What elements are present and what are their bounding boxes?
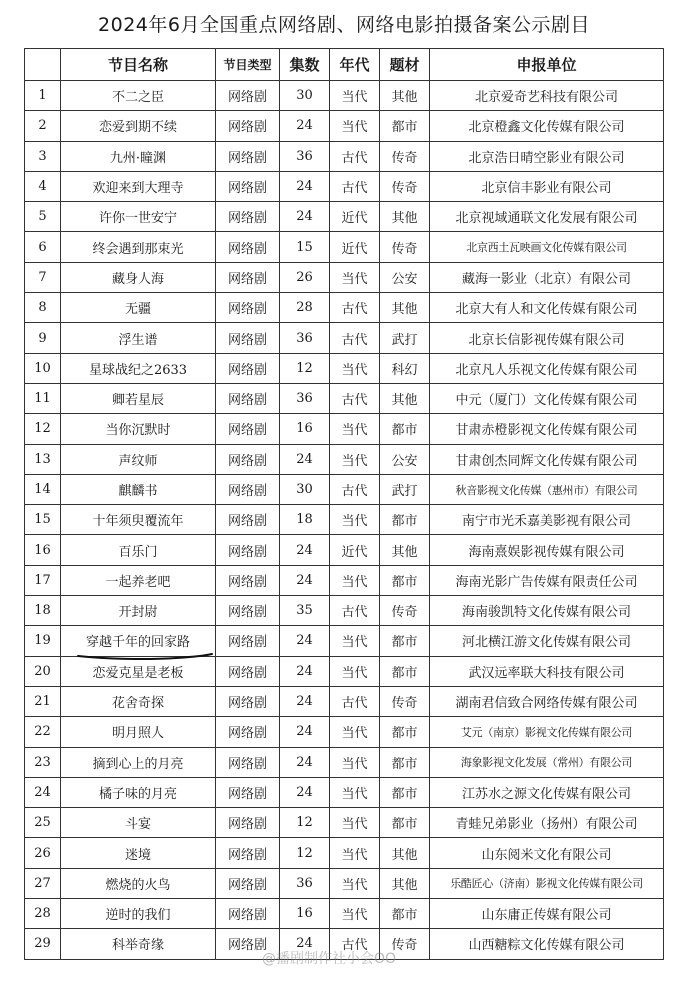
cell-name: 穿越千年的回家路	[61, 626, 216, 656]
cell-episodes: 36	[280, 383, 330, 413]
cell-no: 13	[25, 444, 61, 474]
header-era: 年代	[330, 49, 380, 81]
cell-no: 18	[25, 596, 61, 626]
cell-type: 网络剧	[216, 232, 280, 262]
cell-type: 网络剧	[216, 111, 280, 141]
cell-unit: 甘肃赤橙影视文化传媒有限公司	[430, 414, 664, 444]
drama-table	[24, 48, 664, 960]
cell-name: 星球战纪之2633	[61, 353, 216, 383]
cell-type: 网络剧	[216, 565, 280, 595]
table-row	[25, 444, 664, 474]
cell-theme: 传奇	[380, 141, 430, 171]
cell-unit: 甘肃创杰同辉文化传媒有限公司	[430, 444, 664, 474]
cell-theme: 都市	[380, 505, 430, 535]
cell-theme: 都市	[380, 565, 430, 595]
cell-theme: 都市	[380, 414, 430, 444]
cell-type: 网络剧	[216, 444, 280, 474]
cell-name: 十年须臾覆流年	[61, 505, 216, 535]
cell-episodes: 24	[280, 686, 330, 716]
cell-unit: 海南光影广告传媒有限责任公司	[430, 565, 664, 595]
header-unit: 申报单位	[430, 49, 664, 81]
table-row	[25, 81, 664, 111]
cell-era: 古代	[330, 383, 380, 413]
cell-unit: 河北横江游文化传媒有限公司	[430, 626, 664, 656]
cell-episodes: 36	[280, 323, 330, 353]
cell-episodes: 24	[280, 626, 330, 656]
header-episodes: 集数	[280, 49, 330, 81]
cell-type: 网络剧	[216, 838, 280, 868]
cell-unit: 海南熹娱影视传媒有限公司	[430, 535, 664, 565]
cell-era: 近代	[330, 535, 380, 565]
cell-era: 古代	[330, 686, 380, 716]
cell-name: 麒麟书	[61, 474, 216, 504]
cell-name: 浮生谱	[61, 323, 216, 353]
cell-no: 2	[25, 111, 61, 141]
cell-unit: 北京大有人和文化传媒有限公司	[430, 293, 664, 323]
cell-type: 网络剧	[216, 383, 280, 413]
cell-episodes: 24	[280, 929, 330, 959]
cell-no: 20	[25, 656, 61, 686]
cell-type: 网络剧	[216, 474, 280, 504]
cell-no: 5	[25, 202, 61, 232]
cell-theme: 科幻	[380, 353, 430, 383]
cell-theme: 传奇	[380, 171, 430, 201]
cell-type: 网络剧	[216, 899, 280, 929]
cell-era: 当代	[330, 808, 380, 838]
cell-no: 6	[25, 232, 61, 262]
table-row	[25, 474, 664, 504]
header-type: 节目类型	[216, 49, 280, 81]
cell-unit: 海南骏凯特文化传媒有限公司	[430, 596, 664, 626]
cell-no: 25	[25, 808, 61, 838]
cell-name: 九州·瞳渊	[61, 141, 216, 171]
cell-name: 许你一世安宁	[61, 202, 216, 232]
cell-era: 当代	[330, 262, 380, 292]
table-row	[25, 323, 664, 353]
cell-type: 网络剧	[216, 353, 280, 383]
table-row	[25, 293, 664, 323]
cell-episodes: 35	[280, 596, 330, 626]
cell-no: 15	[25, 505, 61, 535]
cell-era: 当代	[330, 444, 380, 474]
cell-unit: 海象影视文化发展（常州）有限公司	[430, 747, 664, 777]
cell-name: 明月照人	[61, 717, 216, 747]
cell-type: 网络剧	[216, 686, 280, 716]
cell-no: 8	[25, 293, 61, 323]
cell-theme: 都市	[380, 626, 430, 656]
header-name: 节目名称	[61, 49, 216, 81]
cell-unit: 北京凡人乐视文化传媒有限公司	[430, 353, 664, 383]
cell-no: 11	[25, 383, 61, 413]
cell-theme: 传奇	[380, 686, 430, 716]
cell-no: 10	[25, 353, 61, 383]
cell-name: 欢迎来到大理寺	[61, 171, 216, 201]
cell-episodes: 15	[280, 232, 330, 262]
cell-type: 网络剧	[216, 717, 280, 747]
watermark: @播剧制作社小会OO	[262, 951, 397, 967]
cell-name: 科举奇缘	[61, 929, 216, 959]
cell-theme: 其他	[380, 868, 430, 898]
cell-name: 斗宴	[61, 808, 216, 838]
cell-unit: 艾元（南京）影视文化传媒有限公司	[430, 717, 664, 747]
cell-theme: 传奇	[380, 232, 430, 262]
cell-episodes: 24	[280, 171, 330, 201]
cell-no: 21	[25, 686, 61, 716]
cell-theme: 传奇	[380, 596, 430, 626]
table-row	[25, 111, 664, 141]
cell-era: 当代	[330, 111, 380, 141]
cell-no: 26	[25, 838, 61, 868]
cell-theme: 都市	[380, 656, 430, 686]
cell-no: 9	[25, 323, 61, 353]
cell-unit: 北京信丰影业有限公司	[430, 171, 664, 201]
cell-unit: 北京浩日晴空影业有限公司	[430, 141, 664, 171]
cell-theme: 武打	[380, 323, 430, 353]
cell-era: 古代	[330, 474, 380, 504]
cell-no: 7	[25, 262, 61, 292]
cell-theme: 都市	[380, 717, 430, 747]
cell-episodes: 24	[280, 656, 330, 686]
cell-theme: 其他	[380, 838, 430, 868]
cell-no: 3	[25, 141, 61, 171]
cell-theme: 其他	[380, 202, 430, 232]
cell-theme: 传奇	[380, 929, 430, 959]
cell-type: 网络剧	[216, 656, 280, 686]
cell-theme: 都市	[380, 777, 430, 807]
cell-episodes: 24	[280, 777, 330, 807]
cell-unit: 北京橙鑫文化传媒有限公司	[430, 111, 664, 141]
cell-era: 当代	[330, 626, 380, 656]
cell-name: 藏身人海	[61, 262, 216, 292]
cell-era: 当代	[330, 505, 380, 535]
cell-era: 当代	[330, 353, 380, 383]
table-row	[25, 171, 664, 201]
cell-era: 当代	[330, 899, 380, 929]
cell-name: 燃烧的火鸟	[61, 868, 216, 898]
cell-theme: 都市	[380, 899, 430, 929]
cell-episodes: 16	[280, 899, 330, 929]
cell-era: 古代	[330, 293, 380, 323]
cell-type: 网络剧	[216, 747, 280, 777]
cell-type: 网络剧	[216, 535, 280, 565]
cell-unit: 乐酷匠心（济南）影视文化传媒有限公司	[430, 868, 664, 898]
cell-name: 恋爱克星是老板	[61, 656, 216, 686]
cell-era: 当代	[330, 777, 380, 807]
cell-name: 摘到心上的月亮	[61, 747, 216, 777]
cell-unit: 秋音影视文化传媒（惠州市）有限公司	[430, 474, 664, 504]
cell-era: 古代	[330, 596, 380, 626]
cell-era: 当代	[330, 717, 380, 747]
cell-type: 网络剧	[216, 868, 280, 898]
cell-name: 声纹师	[61, 444, 216, 474]
cell-unit: 北京长信影视传媒有限公司	[430, 323, 664, 353]
handwritten-underline	[76, 650, 216, 666]
table-row	[25, 686, 664, 716]
table-row	[25, 202, 664, 232]
cell-name: 一起养老吧	[61, 565, 216, 595]
cell-era: 近代	[330, 202, 380, 232]
table-row	[25, 596, 664, 626]
cell-era: 近代	[330, 232, 380, 262]
cell-unit: 山东庸正传媒有限公司	[430, 899, 664, 929]
cell-unit: 北京西土瓦映画文化传媒有限公司	[430, 232, 664, 262]
cell-no: 12	[25, 414, 61, 444]
cell-theme: 其他	[380, 81, 430, 111]
cell-era: 当代	[330, 81, 380, 111]
cell-type: 网络剧	[216, 808, 280, 838]
cell-no: 29	[25, 929, 61, 959]
cell-theme: 其他	[380, 535, 430, 565]
cell-theme: 公安	[380, 262, 430, 292]
table-row	[25, 747, 664, 777]
cell-episodes: 12	[280, 353, 330, 383]
table-row	[25, 262, 664, 292]
cell-theme: 武打	[380, 474, 430, 504]
header-row	[25, 49, 664, 81]
cell-no: 16	[25, 535, 61, 565]
cell-name: 当你沉默时	[61, 414, 216, 444]
cell-episodes: 28	[280, 293, 330, 323]
cell-name: 无疆	[61, 293, 216, 323]
cell-type: 网络剧	[216, 262, 280, 292]
cell-unit: 中元（厦门）文化传媒有限公司	[430, 383, 664, 413]
cell-theme: 其他	[380, 383, 430, 413]
cell-no: 24	[25, 777, 61, 807]
cell-name: 迷境	[61, 838, 216, 868]
table-row	[25, 414, 664, 444]
cell-type: 网络剧	[216, 505, 280, 535]
table-row	[25, 808, 664, 838]
cell-theme: 公安	[380, 444, 430, 474]
table-row	[25, 838, 664, 868]
cell-name: 花舍奇探	[61, 686, 216, 716]
table-row	[25, 868, 664, 898]
cell-name: 橘子味的月亮	[61, 777, 216, 807]
cell-theme: 都市	[380, 808, 430, 838]
cell-era: 古代	[330, 171, 380, 201]
cell-no: 28	[25, 899, 61, 929]
cell-episodes: 24	[280, 535, 330, 565]
table-row	[25, 141, 664, 171]
header-no	[25, 49, 61, 81]
cell-episodes: 24	[280, 717, 330, 747]
cell-name: 卿若星辰	[61, 383, 216, 413]
cell-name: 不二之臣	[61, 81, 216, 111]
cell-episodes: 24	[280, 444, 330, 474]
cell-type: 网络剧	[216, 929, 280, 959]
cell-episodes: 12	[280, 838, 330, 868]
cell-episodes: 30	[280, 474, 330, 504]
cell-era: 当代	[330, 414, 380, 444]
cell-unit: 青蛙兄弟影业（扬州）有限公司	[430, 808, 664, 838]
cell-era: 当代	[330, 565, 380, 595]
table-row	[25, 899, 664, 929]
cell-type: 网络剧	[216, 171, 280, 201]
page-title: 2024年6月全国重点网络剧、网络电影拍摄备案公示剧目	[98, 14, 590, 36]
cell-type: 网络剧	[216, 626, 280, 656]
cell-no: 22	[25, 717, 61, 747]
cell-episodes: 26	[280, 262, 330, 292]
cell-unit: 山西糖粽文化传媒有限公司	[430, 929, 664, 959]
cell-unit: 北京视域通联文化发展有限公司	[430, 202, 664, 232]
cell-unit: 湖南君信致合网络传媒有限公司	[430, 686, 664, 716]
cell-type: 网络剧	[216, 202, 280, 232]
cell-unit: 北京爱奇艺科技有限公司	[430, 81, 664, 111]
cell-no: 1	[25, 81, 61, 111]
cell-unit: 江苏水之源文化传媒有限公司	[430, 777, 664, 807]
cell-type: 网络剧	[216, 323, 280, 353]
cell-name: 开封尉	[61, 596, 216, 626]
cell-episodes: 24	[280, 565, 330, 595]
cell-unit: 藏海一影业（北京）有限公司	[430, 262, 664, 292]
cell-name: 终会遇到那束光	[61, 232, 216, 262]
cell-episodes: 30	[280, 81, 330, 111]
cell-episodes: 18	[280, 505, 330, 535]
cell-era: 古代	[330, 929, 380, 959]
cell-name: 百乐门	[61, 535, 216, 565]
cell-episodes: 24	[280, 202, 330, 232]
cell-episodes: 36	[280, 868, 330, 898]
cell-era: 当代	[330, 747, 380, 777]
table-row	[25, 383, 664, 413]
cell-no: 17	[25, 565, 61, 595]
table-row	[25, 535, 664, 565]
cell-unit: 山东阅米文化有限公司	[430, 838, 664, 868]
cell-theme: 都市	[380, 747, 430, 777]
cell-no: 23	[25, 747, 61, 777]
cell-theme: 都市	[380, 111, 430, 141]
cell-type: 网络剧	[216, 777, 280, 807]
cell-type: 网络剧	[216, 81, 280, 111]
cell-episodes: 16	[280, 414, 330, 444]
cell-era: 当代	[330, 868, 380, 898]
cell-type: 网络剧	[216, 596, 280, 626]
cell-no: 27	[25, 868, 61, 898]
cell-era: 当代	[330, 838, 380, 868]
cell-no: 19	[25, 626, 61, 656]
cell-era: 古代	[330, 323, 380, 353]
cell-type: 网络剧	[216, 293, 280, 323]
cell-unit: 武汉远率联大科技有限公司	[430, 656, 664, 686]
cell-era: 当代	[330, 656, 380, 686]
table-row	[25, 777, 664, 807]
cell-no: 14	[25, 474, 61, 504]
cell-episodes: 36	[280, 141, 330, 171]
cell-episodes: 12	[280, 808, 330, 838]
table-row	[25, 717, 664, 747]
cell-unit: 南宁市光禾嘉美影视有限公司	[430, 505, 664, 535]
header-theme: 题材	[380, 49, 430, 81]
cell-type: 网络剧	[216, 141, 280, 171]
cell-type: 网络剧	[216, 414, 280, 444]
table-row	[25, 353, 664, 383]
cell-episodes: 24	[280, 111, 330, 141]
cell-no: 4	[25, 171, 61, 201]
table-row	[25, 565, 664, 595]
cell-era: 古代	[330, 141, 380, 171]
cell-name: 恋爱到期不续	[61, 111, 216, 141]
table-row	[25, 232, 664, 262]
cell-episodes: 24	[280, 747, 330, 777]
cell-name: 逆时的我们	[61, 899, 216, 929]
table-row	[25, 505, 664, 535]
cell-theme: 其他	[380, 293, 430, 323]
